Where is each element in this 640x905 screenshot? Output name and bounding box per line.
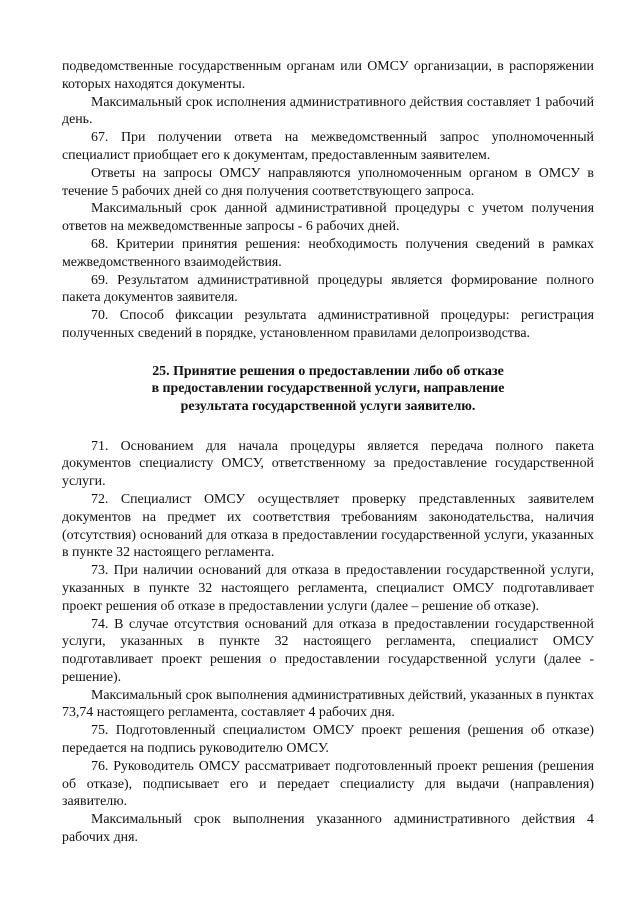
paragraph-76: 76. Руководитель ОМСУ рассматривает подготовленный проект решения (решения об отказе), подписывает его и передает специалисту для выдачи (направления) заявителю. — [62, 758, 594, 810]
paragraph-72: 72. Специалист ОМСУ осуществляет проверку представленных заявителем документов на предмет их соответствия требованиям законодательства, наличия (отсутствия) оснований для отказа в предоставлении государственной услуги, указанных в пункте 32 настоящего регламента. — [62, 491, 594, 561]
paragraph-max-term-final: Максимальный срок выполнения указанного административного действия 4 рабочих дня. — [62, 812, 594, 846]
section-heading-line-2: в предоставлении государственной услуги, направление — [151, 381, 505, 397]
paragraph-max-term-1-day: Максимальный срок исполнения административного действия составляет 1 рабочий день. — [62, 94, 594, 128]
paragraph-max-term-6-days: Максимальный срок данной административной процедуры с учетом получения ответов на межведомственные запросы - 6 рабочих дней. — [62, 201, 594, 235]
section-heading-25 — [62, 363, 594, 416]
paragraph-71: 71. Основанием для начала процедуры является передача полного пакета документов специалисту ОМСУ, ответственному за предоставление государственной услуги. — [62, 438, 594, 490]
paragraph-67: 67. При получении ответа на межведомственный запрос уполномоченный специалист приобщает его к документам, предоставленным заявителем. — [62, 130, 594, 163]
document-page — [62, 58, 594, 847]
paragraph-70: 70. Способ фиксации результата административной процедуры: регистрация полученных сведений в порядке, установленном правилами делопроизводства. — [62, 308, 594, 341]
paragraph-74: 74. В случае отсутствия оснований для отказа в предоставлении государственной услуги, указанных в пункте 32 настоящего регламента, специалист ОМСУ подготавливает проект решения о предоставлении государственной услуги (далее - решение). — [62, 616, 594, 685]
paragraph-68: 68. Критерии принятия решения: необходимость получения сведений в рамках межведомственного взаимодействия. — [62, 236, 594, 270]
paragraph-continuation: подведомственные государственным органам или ОМСУ организации, в распоряжении которых находятся документы. — [62, 59, 594, 92]
paragraph-75: 75. Подготовленный специалистом ОМСУ проект решения (решения об отказе) передается на подпись руководителю ОМСУ. — [62, 723, 594, 757]
section-heading-line-1: 25. Принятие решения о предоставлении либо об отказе — [152, 363, 504, 379]
paragraph-answers-5-days: Ответы на запросы ОМСУ направляются уполномоченным органом в ОМСУ в течение 5 рабочих дней со дня получения соответствующего запроса. — [62, 165, 594, 199]
paragraph-73: 73. При наличии оснований для отказа в предоставлении государственной услуги, указанных в пункте 32 настоящего регламента, специалист ОМСУ подготавливает проект решения об отказе в предоставлении услуги (далее – решение об отказе). — [62, 563, 594, 614]
paragraph-69: 69. Результатом административной процедуры является формирование полного пакета документов заявителя. — [62, 272, 594, 306]
section-heading-line-3: результата государственной услуги заявителю. — [180, 398, 476, 414]
paragraph-max-term-4-days: Максимальный срок выполнения административных действий, указанных в пунктах 73,74 настоящего регламента, составляет 4 рабочих дня. — [62, 687, 594, 721]
